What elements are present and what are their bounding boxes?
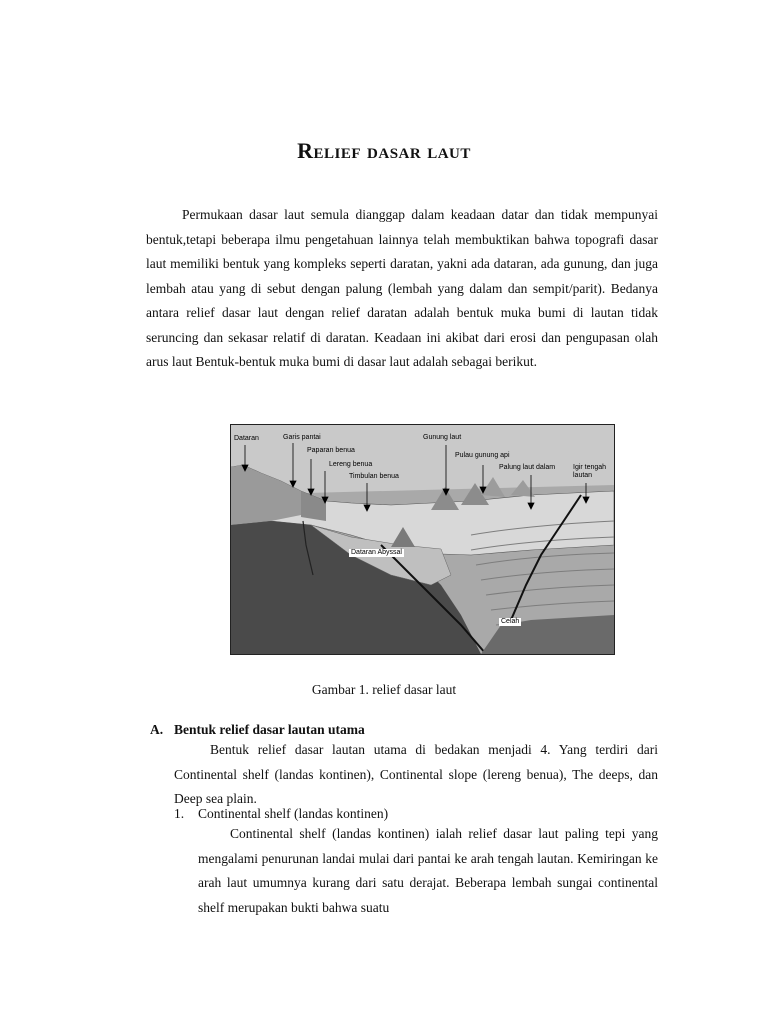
label-lereng-benua: Lereng benua — [329, 461, 373, 468]
label-celah: Celah — [501, 618, 520, 625]
section-a-paragraph: Bentuk relief dasar lautan utama di bedakan menjadi 4. Yang terdiri dari Continental shelf (landas kontinen), Continental slope (lereng benua), The deeps, dan Deep sea plain. — [174, 742, 658, 806]
subsection-1-paragraph: Continental shelf (landas kontinen) ialah relief dasar laut paling tepi yang mengalami penurunan landai mulai dari pantai ke arah tengah lautan. Kemiringan ke arah laut umumnya kurang dari satu derajat. Beberapa lembah sungai continental shelf merupakan bukti bahwa suatu — [198, 826, 658, 915]
page-title: Relief dasar laut — [297, 138, 471, 163]
label-paparan-benua: Paparan benua — [307, 447, 355, 454]
relief-illustration — [231, 425, 614, 654]
label-dataran-abyssal: Dataran Abyssal — [351, 549, 402, 556]
label-palung-laut-dalam: Palung laut dalam — [499, 464, 556, 471]
label-pulau-gunung-api: Pulau gunung api — [455, 452, 510, 459]
label-igir-tengah-lautan: lautan — [573, 472, 593, 479]
section-a-heading — [150, 722, 365, 738]
section-a-title: Bentuk relief dasar lautan utama — [174, 722, 365, 737]
label-gunung-laut: Gunung laut — [423, 434, 462, 441]
label-igir-tengah: Igir tengah — [573, 464, 607, 471]
label-garis-pantai: Garis pantai — [283, 434, 321, 441]
label-timbulan-benua: Timbulan benua — [349, 473, 399, 480]
intro-paragraph: Permukaan dasar laut semula dianggap dalam keadaan datar dan tidak mempunyai bentuk,tetapi beberapa ilmu pengetahuan lainnya telah membuktikan bahwa topografi dasar laut memiliki bentuk yang kompleks seperti daratan, yakni ada dataran, ada gunung, dan juga lembah atau yang di sebut dengan palung (lembah yang dalam dan sempit/parit). Bedanya antara relief dasar laut dengan relief daratan adalah bentuk muka bumi di lautan tidak seruncing dan sekasar relatif di daratan. Keadaan ini akibat dari erosi dan pengupasan olah arus laut Bentuk-bentuk muka bumi di dasar laut adalah sebagai berikut. — [146, 207, 658, 369]
label-dataran: Dataran — [234, 435, 259, 442]
relief-figure — [230, 424, 615, 655]
subsection-1-heading — [174, 806, 388, 822]
subsection-1-number: 1. — [174, 806, 185, 821]
figure-caption: Gambar 1. relief dasar laut — [311, 682, 457, 697]
section-a-letter: A. — [150, 722, 164, 737]
subsection-1-title: Continental shelf (landas kontinen) — [198, 806, 389, 821]
